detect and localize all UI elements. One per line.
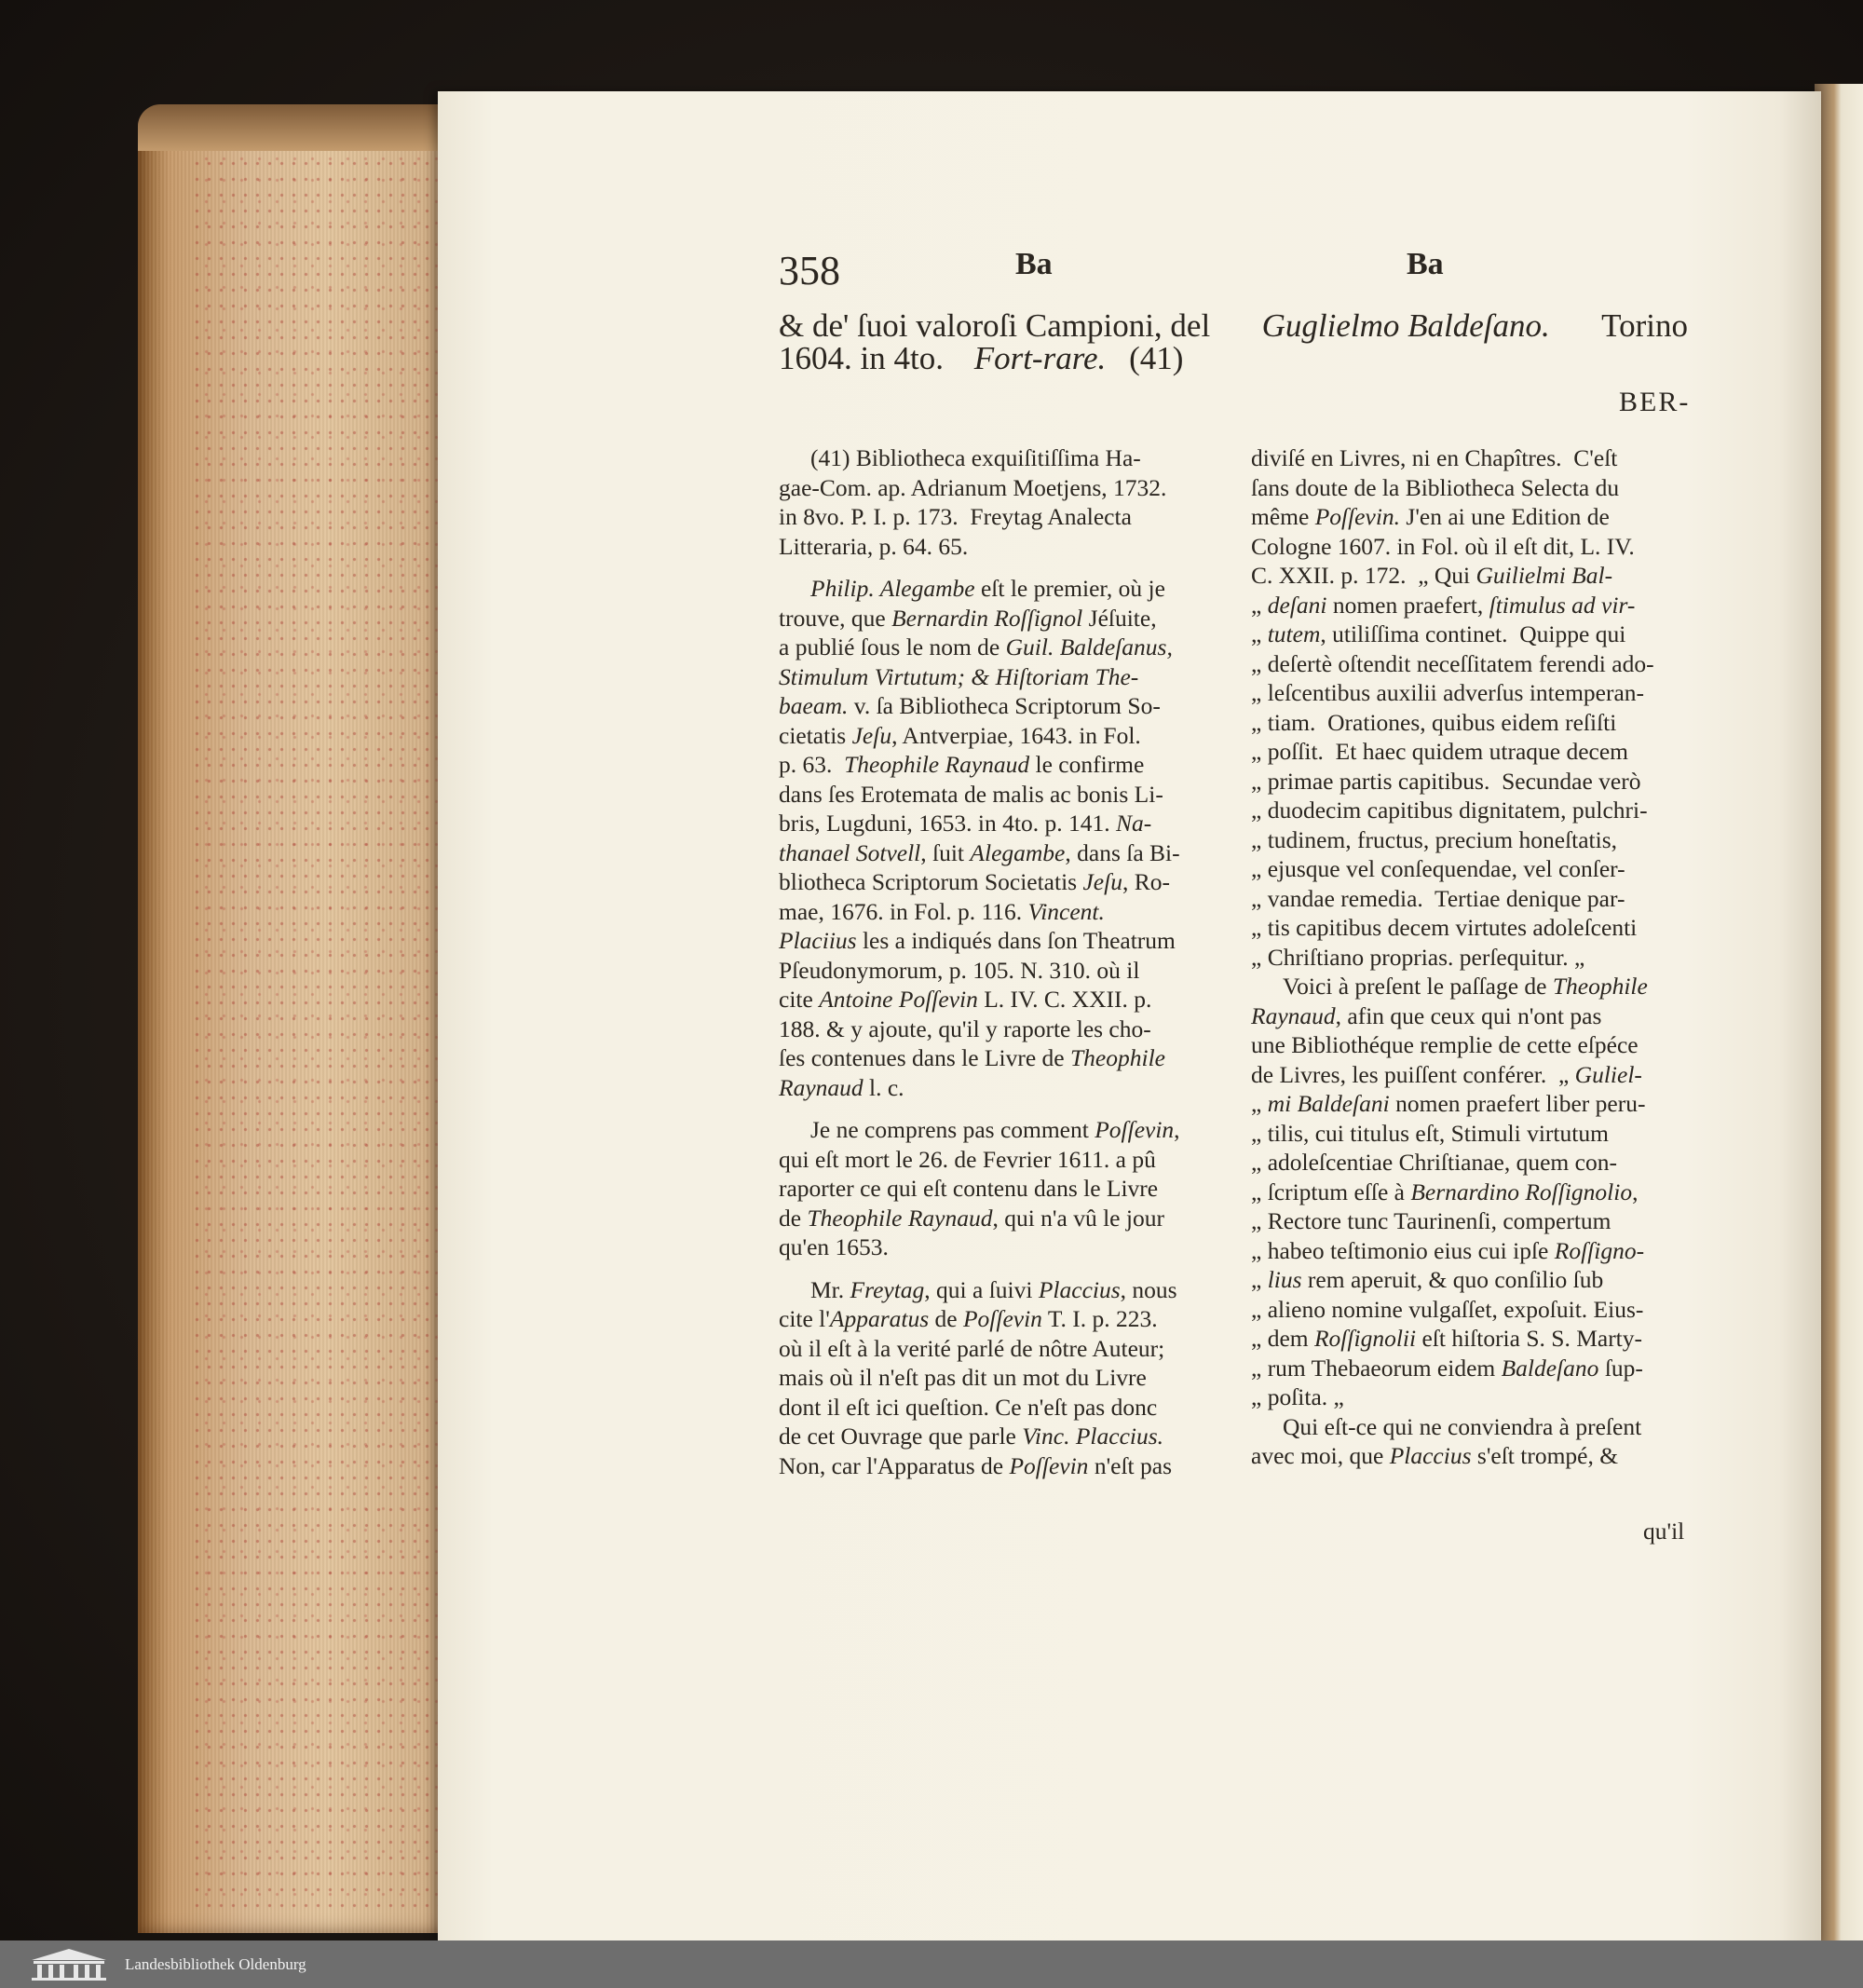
catchword-top: BER- [1619,387,1691,417]
line-text: Non, car l'Apparatus de [779,1451,1010,1479]
footer-bar [0,1940,1863,1988]
line-text: „ [1251,591,1268,619]
italic-text: Jeſu [1082,868,1122,895]
text-line [779,1393,1220,1423]
text-line [779,1363,1220,1393]
line-text: „ leſcentibus auxilii adverſus intemperan- [1251,679,1645,706]
text-line [1251,1412,1693,1442]
line-text: „ ejusque vel conſequendae, vel conſer- [1251,855,1625,882]
line-text: où il eſt à la verité parlé de nôtre Auteur; [779,1334,1165,1362]
italic-text: Placcius [1389,1442,1472,1469]
line-text: cietatis [779,721,852,749]
line-text: „ tiam. Orationes, quibus eidem reſiſti [1251,708,1617,736]
line-text: dans ſes Erotemata de malis ac bonis Li- [779,780,1163,808]
text-line [779,1334,1220,1364]
line-text: Voici à preſent le paſſage de [1283,973,1553,1000]
line-text: „ tis capitibus decem virtutes adoleſcenti [1251,914,1638,941]
italic-text: Poſſevin [1095,1116,1175,1143]
text-line [779,473,1220,503]
text-line [779,780,1220,810]
facing-page-edge [1815,84,1863,1940]
italic-text: Theophile Raynaud [844,751,1030,778]
text-line [779,604,1220,633]
text-line [779,633,1220,662]
italic-text: Theophile [1552,973,1648,1000]
italic-text: baeam. [779,692,849,719]
line-text: (41) Bibliotheca exquiſitiſſima Ha- [810,444,1141,471]
text-line [1251,649,1693,679]
line-text: diviſé en Livres, ni en Chapîtres. C'eſt [1251,444,1618,471]
text-line [1251,913,1693,943]
text-line [779,662,1220,692]
text-line [779,867,1220,897]
text-line [779,1174,1220,1204]
text-line [1251,1236,1693,1266]
line-text: C. XXII. p. 172. „ Qui [1251,562,1476,589]
line-text: , afin que ceux qui n'ont pas [1335,1001,1602,1029]
text-line [779,985,1220,1014]
entry-title-line-1 [779,307,1688,345]
text-line [1251,1178,1693,1207]
line-text: a publié ſous le nom de [779,633,1006,660]
text-line [779,809,1220,838]
italic-text: Theophile [1069,1044,1165,1071]
text-line [779,1275,1220,1305]
text-line [779,532,1220,562]
text-line [1251,1148,1693,1178]
italic-text: Guil. Baldeſanus, [1005,633,1173,660]
text-line [1251,1089,1693,1119]
title-edition: 1604. in 4to. [779,340,944,376]
text-line [779,1043,1220,1073]
text-line [779,1014,1220,1044]
italic-text: Raynaud [1251,1001,1336,1029]
line-text: de cet Ouvrage que parle [779,1423,1023,1450]
text-line [1251,854,1693,884]
italic-text: tutem [1267,620,1321,647]
line-text: ſes contenues dans le Livre de [779,1044,1070,1071]
line-text: même [1251,503,1315,530]
line-text: 188. & y ajoute, qu'il y raporte les cho- [779,1014,1151,1042]
line-text: trouve, que [779,604,892,632]
text-line [779,691,1220,721]
line-text: nomen praefert liber peru- [1389,1090,1646,1117]
text-line [1251,1441,1693,1471]
line-text: J'en ai une Edition de [1400,503,1610,530]
italic-text: ſtimulus ad vir- [1489,591,1636,619]
line-text: „ primae partis capitibus. Secundae verò [1251,767,1641,795]
text-line [1251,972,1693,1001]
line-text: „ adoleſcentiae Chriſtianae, quem con- [1251,1149,1617,1176]
line-text: eſt hiſtoria S. S. Marty- [1416,1325,1643,1352]
italic-text: Baldeſano [1501,1354,1599,1382]
line-text: bris, Lugduni, 1653. in 4to. p. 141. [779,810,1116,837]
italic-text: Guilielmi Bal- [1475,562,1613,589]
line-text: de [779,1204,808,1232]
text-line [779,502,1220,532]
line-text: „ poſita. „ [1251,1383,1344,1410]
line-text: Litteraria, p. 64. 65. [779,532,969,560]
footnote-ref: (41) [1129,340,1184,376]
line-text: „ alieno nomine vulgaſſet, expoſuit. Eius- [1251,1295,1644,1323]
line-text: „ Rectore tunc Taurinenſi, compertum [1251,1207,1611,1234]
text-line [779,838,1220,868]
line-text: une Bibliothéque remplie de cette eſpéce [1251,1031,1639,1058]
line-text: „ rum Thebaeorum eidem [1251,1354,1502,1382]
line-text: L. IV. C. XXII. p. [977,986,1152,1013]
text-line [1251,532,1693,562]
italic-text: lius [1267,1266,1302,1293]
line-text: raporter ce qui eſt contenu dans le Livre [779,1175,1159,1202]
line-text: l. c. [863,1073,904,1101]
line-text: Pſeudonymorum, p. 105. N. 310. où il [779,956,1140,984]
line-text: , [1174,1116,1180,1143]
paragraph-gap [779,1262,1220,1275]
line-text: „ [1251,1266,1268,1293]
title-text: & de' ſuoi valoroſi Campioni, del [779,307,1211,344]
line-text: rem aperuit, & quo conſilio ſub [1301,1266,1604,1293]
line-text: dont il eſt ici queſtion. Ce n'eſt pas donc [779,1393,1158,1421]
italic-text: Na- [1115,810,1152,837]
text-line [1251,1354,1693,1383]
text-line [1251,473,1693,503]
text-line [1251,1295,1693,1325]
text-column-right [1251,443,1693,1471]
italic-text: Vinc. Placcius. [1022,1423,1164,1450]
text-line [1251,1030,1693,1060]
line-text: ſans doute de la Bibliotheca Selecta du [1251,473,1620,501]
line-text: de Livres, les puiſſent conférer. „ [1251,1060,1575,1088]
line-text: , qui a ſuivi [924,1275,1039,1303]
fore-edge-speckle [191,140,442,1910]
text-line [1251,767,1693,797]
line-text: , qui n'a vû le jour [992,1204,1164,1232]
running-head-left: Ba [1015,247,1053,281]
line-text: , Antverpiae, 1643. in Fol. [891,721,1141,749]
catchword-bottom: qu'il [1643,1518,1685,1545]
italic-text: Placcius [1038,1275,1121,1303]
line-text: , [1632,1178,1639,1205]
italic-text: thanael Sotvell [779,838,921,866]
library-name: Landesbibliothek Oldenburg [125,1954,306,1973]
text-line [1251,737,1693,767]
line-text: n'eſt pas [1088,1451,1173,1479]
title-place: Torino [1601,307,1688,344]
italic-text: Antoine Poſſevin [819,986,978,1013]
text-line [779,1422,1220,1451]
italic-text: Freytag [850,1275,925,1303]
text-line [779,1073,1220,1103]
line-text: s'eſt trompé, & [1471,1442,1619,1469]
italic-text: Philip. Alegambe [810,575,975,602]
text-line [1251,825,1693,855]
line-text: le confirme [1029,751,1145,778]
text-line [779,443,1220,473]
text-column-left [779,443,1220,1480]
title-author: Guglielmo Baldeſano. [1261,307,1550,344]
line-text: p. 63. [779,751,845,778]
text-line [779,750,1220,780]
line-text: , nous [1120,1275,1177,1303]
line-text: avec moi, que [1251,1442,1390,1469]
italic-text: Roſſignolii [1313,1325,1417,1352]
line-text: v. ſa Bibliotheca Scriptorum So- [848,692,1161,719]
line-text: „ [1251,620,1268,647]
line-text: qu'en 1653. [779,1233,889,1260]
line-text: de [929,1305,963,1332]
line-text: „ deſertè oſtendit neceſſitatem ferendi ado- [1251,649,1654,677]
line-text: Qui eſt-ce qui ne conviendra à preſent [1283,1412,1642,1440]
paragraph-gap [779,1102,1220,1115]
entry-title-line-2 [779,340,1183,377]
line-text: mae, 1676. in Fol. p. 116. [779,897,1028,925]
library-building-icon [28,1947,110,1982]
text-line [779,897,1220,927]
italic-text: Apparatus [829,1305,930,1332]
line-text: Jéſuite, [1082,604,1157,632]
line-text: „ poſſit. Et haec quidem utraque decem [1251,738,1629,765]
page-number: 358 [779,248,840,293]
text-line [1251,620,1693,649]
text-line [1251,1001,1693,1031]
text-line [1251,796,1693,825]
line-text: „ tudinem, fructus, precium honeſtatis, [1251,825,1618,853]
line-text: Je ne comprens pas comment [810,1116,1095,1143]
text-line [1251,502,1693,532]
running-head-right: Ba [1407,247,1444,281]
line-text: cite l' [779,1305,830,1332]
italic-text: Placiius [779,927,857,954]
line-text: les a indiqués dans ſon Theatrum [856,927,1176,954]
text-line [1251,591,1693,620]
line-text: nomen praefert, [1326,591,1489,619]
text-line [779,1232,1220,1262]
italic-text: mi Baldeſani [1267,1090,1390,1117]
text-line [1251,1206,1693,1236]
text-line [779,721,1220,751]
line-text: , dans ſa Bi- [1065,838,1180,866]
line-text: T. I. p. 223. [1041,1305,1158,1332]
italic-text: Raynaud [779,1073,864,1101]
text-line [779,956,1220,986]
text-line [1251,1060,1693,1090]
line-text: , utiliſſima continet. Quippe qui [1320,620,1626,647]
italic-text: Jeſu [851,721,892,749]
text-line [779,1304,1220,1334]
line-text: Cologne 1607. in Fol. où il eſt dit, L. IV. [1251,532,1635,560]
italic-text: Alegambe [970,838,1066,866]
line-text: mais où il n'eſt pas dit un mot du Livre [779,1364,1147,1391]
text-line [779,574,1220,604]
italic-text: Roſſigno- [1554,1236,1645,1264]
text-line [1251,1324,1693,1354]
line-text: „ tilis, cui titulus eſt, Stimuli virtutum [1251,1119,1609,1147]
line-text: „ duodecim capitibus dignitatem, pulchri- [1251,797,1648,824]
italic-text: deſani [1267,591,1327,619]
line-text: Mr. [810,1275,850,1303]
line-text: „ habeo teſtimonio eius cui ipſe [1251,1236,1555,1264]
text-line [1251,1382,1693,1412]
line-text: „ Chriſtiano proprias. perſequitur. „ [1251,943,1585,971]
line-text: , ſuit [920,838,971,866]
italic-text: Theophile Raynaud [807,1204,993,1232]
italic-text: Poſſevin [962,1305,1042,1332]
line-text: , Ro- [1122,868,1170,895]
italic-text: Bernardin Roſſignol [891,604,1083,632]
line-text: gae-Com. ap. Adrianum Moetjens, 1732. [779,473,1167,501]
text-line [1251,884,1693,914]
text-line [779,1115,1220,1145]
line-text: „ ſcriptum eſſe à [1251,1178,1411,1205]
italic-text: Poſſevin [1009,1451,1089,1479]
italic-text: Stimulum Virtutum; & Hiſtoriam The- [779,662,1139,690]
book-cover-corner [138,104,455,151]
line-text: „ vandae remedia. Tertiae denique par- [1251,884,1625,912]
line-text: in 8vo. P. I. p. 173. Freytag Analecta [779,503,1132,530]
italic-text: Poſſevin. [1314,503,1401,530]
paragraph-gap [779,561,1220,574]
italic-text: Vincent. [1027,897,1105,925]
text-line [1251,1119,1693,1149]
line-text: qui eſt mort le 26. de Fevrier 1611. a pû [779,1145,1156,1173]
text-line [1251,943,1693,973]
text-line [1251,1265,1693,1295]
line-text: „ dem [1251,1325,1314,1352]
line-text: ſup- [1598,1354,1643,1382]
text-line [779,1451,1220,1481]
text-line [1251,708,1693,738]
title-rarity: Fort-rare. [973,340,1107,376]
line-text: eſt le premier, où je [974,575,1165,602]
line-text: bliotheca Scriptorum Societatis [779,868,1083,895]
text-line [779,1145,1220,1175]
text-line [1251,561,1693,591]
italic-text: Bernardino Roſſignolio [1410,1178,1633,1205]
line-text: cite [779,986,820,1013]
line-text: „ [1251,1090,1268,1117]
italic-text: Guliel- [1574,1060,1642,1088]
text-line [1251,443,1693,473]
text-line [779,926,1220,956]
text-line [779,1204,1220,1233]
text-line [1251,678,1693,708]
